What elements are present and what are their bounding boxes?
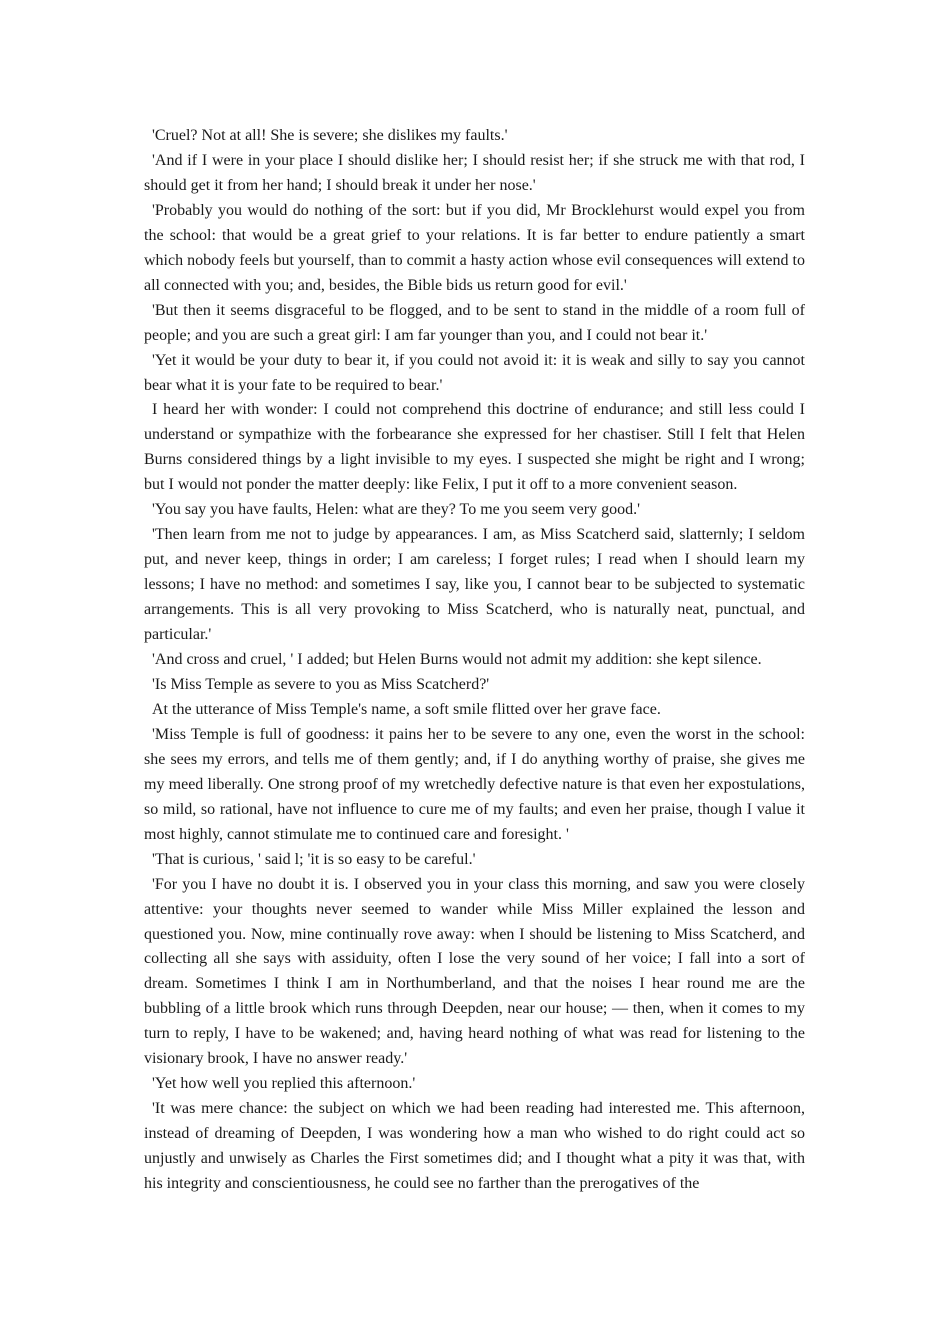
paragraph-5: 'Yet it would be your duty to bear it, if you could not avoid it: it is weak and silly to say you cannot bear what it is your fate to be required to bear.' <box>144 351 805 394</box>
paragraph-3: 'Probably you would do nothing of the sort: but if you did, Mr Brocklehurst would expel you from the school: that would be a great grief to your relations. It is far better to endure patiently a smart which nobody feels but yourself, than to commit a hasty action whose evil consequences will extend to all connected with you; and, besides, the Bible bids us return good for evil.' <box>144 201 805 294</box>
paragraph-13: 'That is curious, ' said l; 'it is so easy to be careful.' <box>152 850 476 868</box>
paragraph-15: 'Yet how well you replied this afternoon.' <box>152 1075 416 1093</box>
paragraph-1: 'Cruel? Not at all! She is severe; she dislikes my faults.' <box>152 127 508 144</box>
paragraph-6: I heard her with wonder: I could not comprehend this doctrine of endurance; and still less could I understand or sympathize with the forbearance she expressed for her chastiser. Still I felt that Helen Burns considered things by a light invisible to my eyes. I suspected she might be right and I wrong; but I would not ponder the matter deeply: like Felix, I put it off to a more convenient season. <box>144 401 805 494</box>
paragraph-12: 'Miss Temple is full of goodness: it pains her to be severe to any one, even the worst in the school: she sees my errors, and tells me of them gently; and, if I do anything worthy of praise, she gives me my meed liberally. One strong proof of my wretchedly defective nature is that even her expostulations, so mild, so rational, have not influence to cure me of my faults; and even her praise, though I value it most highly, cannot stimulate me to continued care and foresight. ' <box>144 725 805 843</box>
paragraph-11: At the utterance of Miss Temple's name, a soft smile flitted over her grave face. <box>152 700 661 718</box>
paragraph-16: 'It was mere chance: the subject on which we had been reading had interested me. This afternoon, instead of dreaming of Deepden, I was wondering how a man who wished to do right could act so unjustly and unwisely as Charles the First sometimes did; and I thought what a pity it was that, with his integrity and conscientiousness, he could see no farther than the prerogatives of the <box>144 1100 805 1193</box>
paragraph-8: 'Then learn from me not to judge by appearances. I am, as Miss Scatcherd said, slatternly; I seldom put, and never keep, things in order; I am careless; I forget rules; I read when I should learn my lessons; I have no method: and sometimes I say, like you, I cannot bear to be subjected to systematic arrangements. This is all very provoking to Miss Scatcherd, who is naturally neat, punctual, and particular.' <box>144 526 805 644</box>
document-page <box>144 124 805 1197</box>
paragraph-7: 'You say you have faults, Helen: what are they? To me you seem very good.' <box>152 501 640 519</box>
paragraph-9: 'And cross and cruel, ' I added; but Helen Burns would not admit my addition: she kept silence. <box>152 651 762 669</box>
paragraph-10: 'Is Miss Temple as severe to you as Miss Scatcherd?' <box>152 675 490 693</box>
paragraph-2: 'And if I were in your place I should dislike her; I should resist her; if she struck me with that rod, I should get it from her hand; I should break it under her nose.' <box>144 151 805 194</box>
paragraph-14: 'For you I have no doubt it is. I observed you in your class this morning, and saw you were closely attentive: your thoughts never seemed to wander while Miss Miller explained the lesson and questioned you. Now, mine continually rove away: when I should be listening to Miss Scatcherd, and collecting all she says with assiduity, often I lose the very sound of her voice; I fall into a sort of dream. Sometimes I think I am in Northumberland, and that the noises I hear round me are the bubbling of a little brook which runs through Deepden, near our house; — then, when it comes to my turn to reply, I have to be wakened; and, having heard nothing of what was read for listening to the visionary brook, I have no answer ready.' <box>144 875 805 1068</box>
paragraph-4: 'But then it seems disgraceful to be flogged, and to be sent to stand in the middle of a room full of people; and you are such a great girl: I am far younger than you, and I could not bear it.' <box>144 301 805 344</box>
